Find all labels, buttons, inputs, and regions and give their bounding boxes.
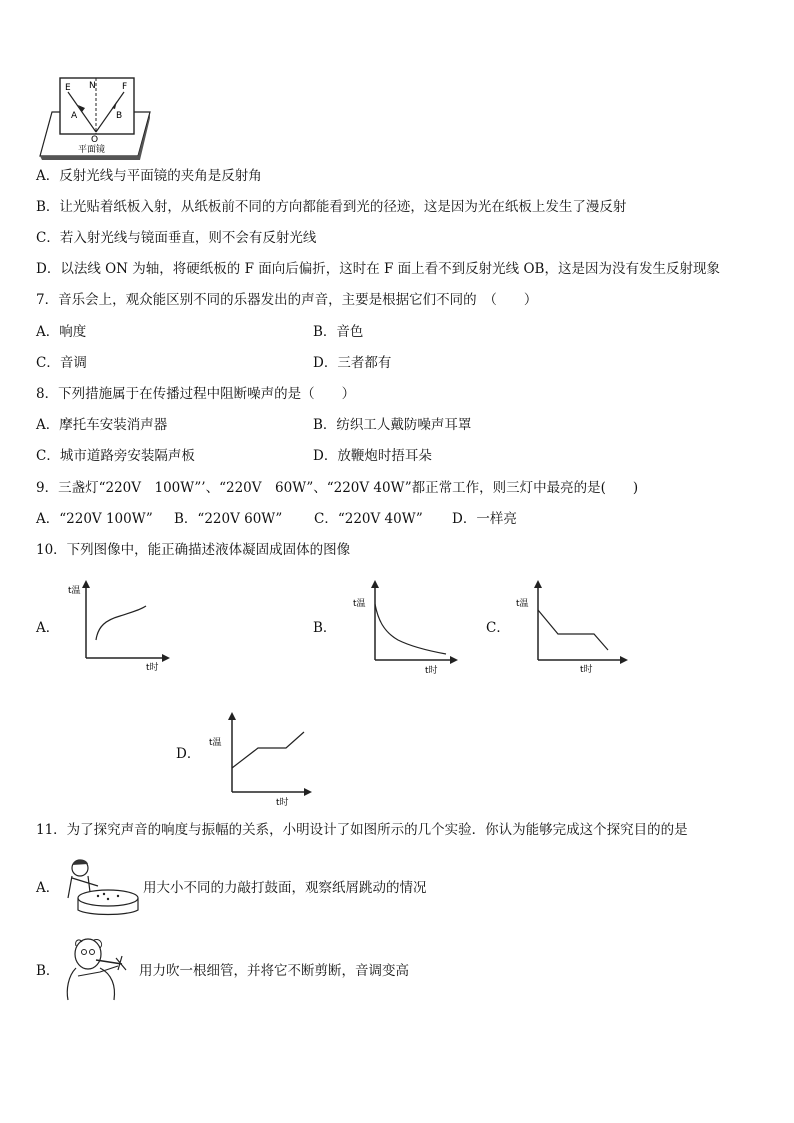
figure-label-e: E	[65, 83, 71, 93]
figure-label-n: N	[89, 81, 96, 91]
drum-experiment-illustration	[58, 858, 142, 916]
q7-option-d: D．三者都有	[313, 355, 392, 371]
q8-option-b: B．纺织工人戴防噪声耳罩	[313, 417, 472, 433]
q8-option-c: C．城市道路旁安装隔声板	[36, 448, 195, 464]
q10-graph-d-xlabel: t时	[276, 798, 289, 808]
q9-option-d: D．一样亮	[452, 511, 517, 527]
q7-option-c: C．音调	[36, 355, 87, 371]
figure-label-f: F	[122, 82, 128, 92]
q6-option-a: A．反射光线与平面镜的夹角是反射角	[36, 168, 262, 184]
q8-option-d: D．放鞭炮时捂耳朵	[313, 448, 432, 464]
q10-graph-b-label: B．	[313, 620, 337, 636]
q11-option-b-text: 用力吹一根细管，并将它不断剪断，音调变高	[139, 963, 409, 979]
q10-graph-a-ylabel: t温	[68, 586, 81, 596]
q10-graph-b-ylabel: t温	[353, 599, 366, 609]
q10-graph-c	[514, 580, 634, 676]
reflection-apparatus-figure	[38, 74, 158, 160]
q10-graph-c-label: C．	[486, 620, 510, 636]
q9-stem: 9．三盏灯“220V 100W”’、“220V 60W”、“220V 40W”都正常工作，则三灯中最亮的是( )	[36, 480, 639, 496]
q11-option-a-text: 用大小不同的力敲打鼓面，观察纸屑跳动的情况	[143, 880, 427, 896]
q7-option-a: A．响度	[36, 324, 87, 340]
q10-stem: 10．下列图像中，能正确描述液体凝固成固体的图像	[36, 542, 351, 558]
q9-option-c: C．“220V 40W”	[314, 511, 423, 527]
q6-option-b: B．让光贴着纸板入射，从纸板前不同的方向都能看到光的径迹，这是因为光在纸板上发生了漫反射	[36, 199, 627, 215]
figure-label-o: O	[91, 135, 99, 145]
figure-label-a: A	[71, 111, 78, 121]
q10-graph-c-ylabel: t温	[516, 599, 529, 609]
q6-option-c: C．若入射光线与镜面垂直，则不会有反射光线	[36, 230, 317, 246]
q8-option-a: A．摩托车安装消声器	[36, 417, 168, 433]
q6-option-d: D．以法线 ON 为轴，将硬纸板的 F 面向后偏折，这时在 F 面上看不到反射光线 OB，这是因为没有发生反射现象	[36, 261, 720, 277]
straw-experiment-illustration	[60, 936, 138, 1002]
q10-graph-a-label: A．	[36, 620, 60, 636]
q11-option-b-label: B．	[36, 963, 60, 979]
q10-graph-a-xlabel: t时	[146, 663, 159, 672]
q10-graph-a	[66, 580, 176, 672]
q8-stem: 8．下列措施属于在传播过程中阻断噪声的是（ ）	[36, 386, 356, 402]
q9-option-b: B．“220V 60W”	[174, 511, 283, 527]
q10-graph-b-xlabel: t时	[425, 666, 438, 676]
q11-stem: 11．为了探究声音的响度与振幅的关系，小明设计了如图所示的几个实验．你认为能够完成这个探究目的的是	[36, 822, 688, 838]
q10-graph-b	[350, 580, 460, 676]
q7-option-b: B．音色	[313, 324, 364, 340]
q10-graph-d-ylabel: t温	[209, 738, 222, 748]
q7-stem: 7．音乐会上，观众能区别不同的乐器发出的声音，主要是根据它们不同的 （ ）	[36, 292, 538, 308]
q10-graph-d	[208, 712, 318, 808]
q10-graph-c-xlabel: t时	[580, 665, 593, 675]
figure-label-mirror: 平面镜	[78, 145, 106, 155]
q9-option-a: A．“220V 100W”	[36, 511, 153, 527]
q11-option-a-label: A．	[36, 880, 60, 896]
figure-label-b: B	[116, 111, 123, 121]
q10-graph-d-label: D．	[176, 746, 201, 762]
